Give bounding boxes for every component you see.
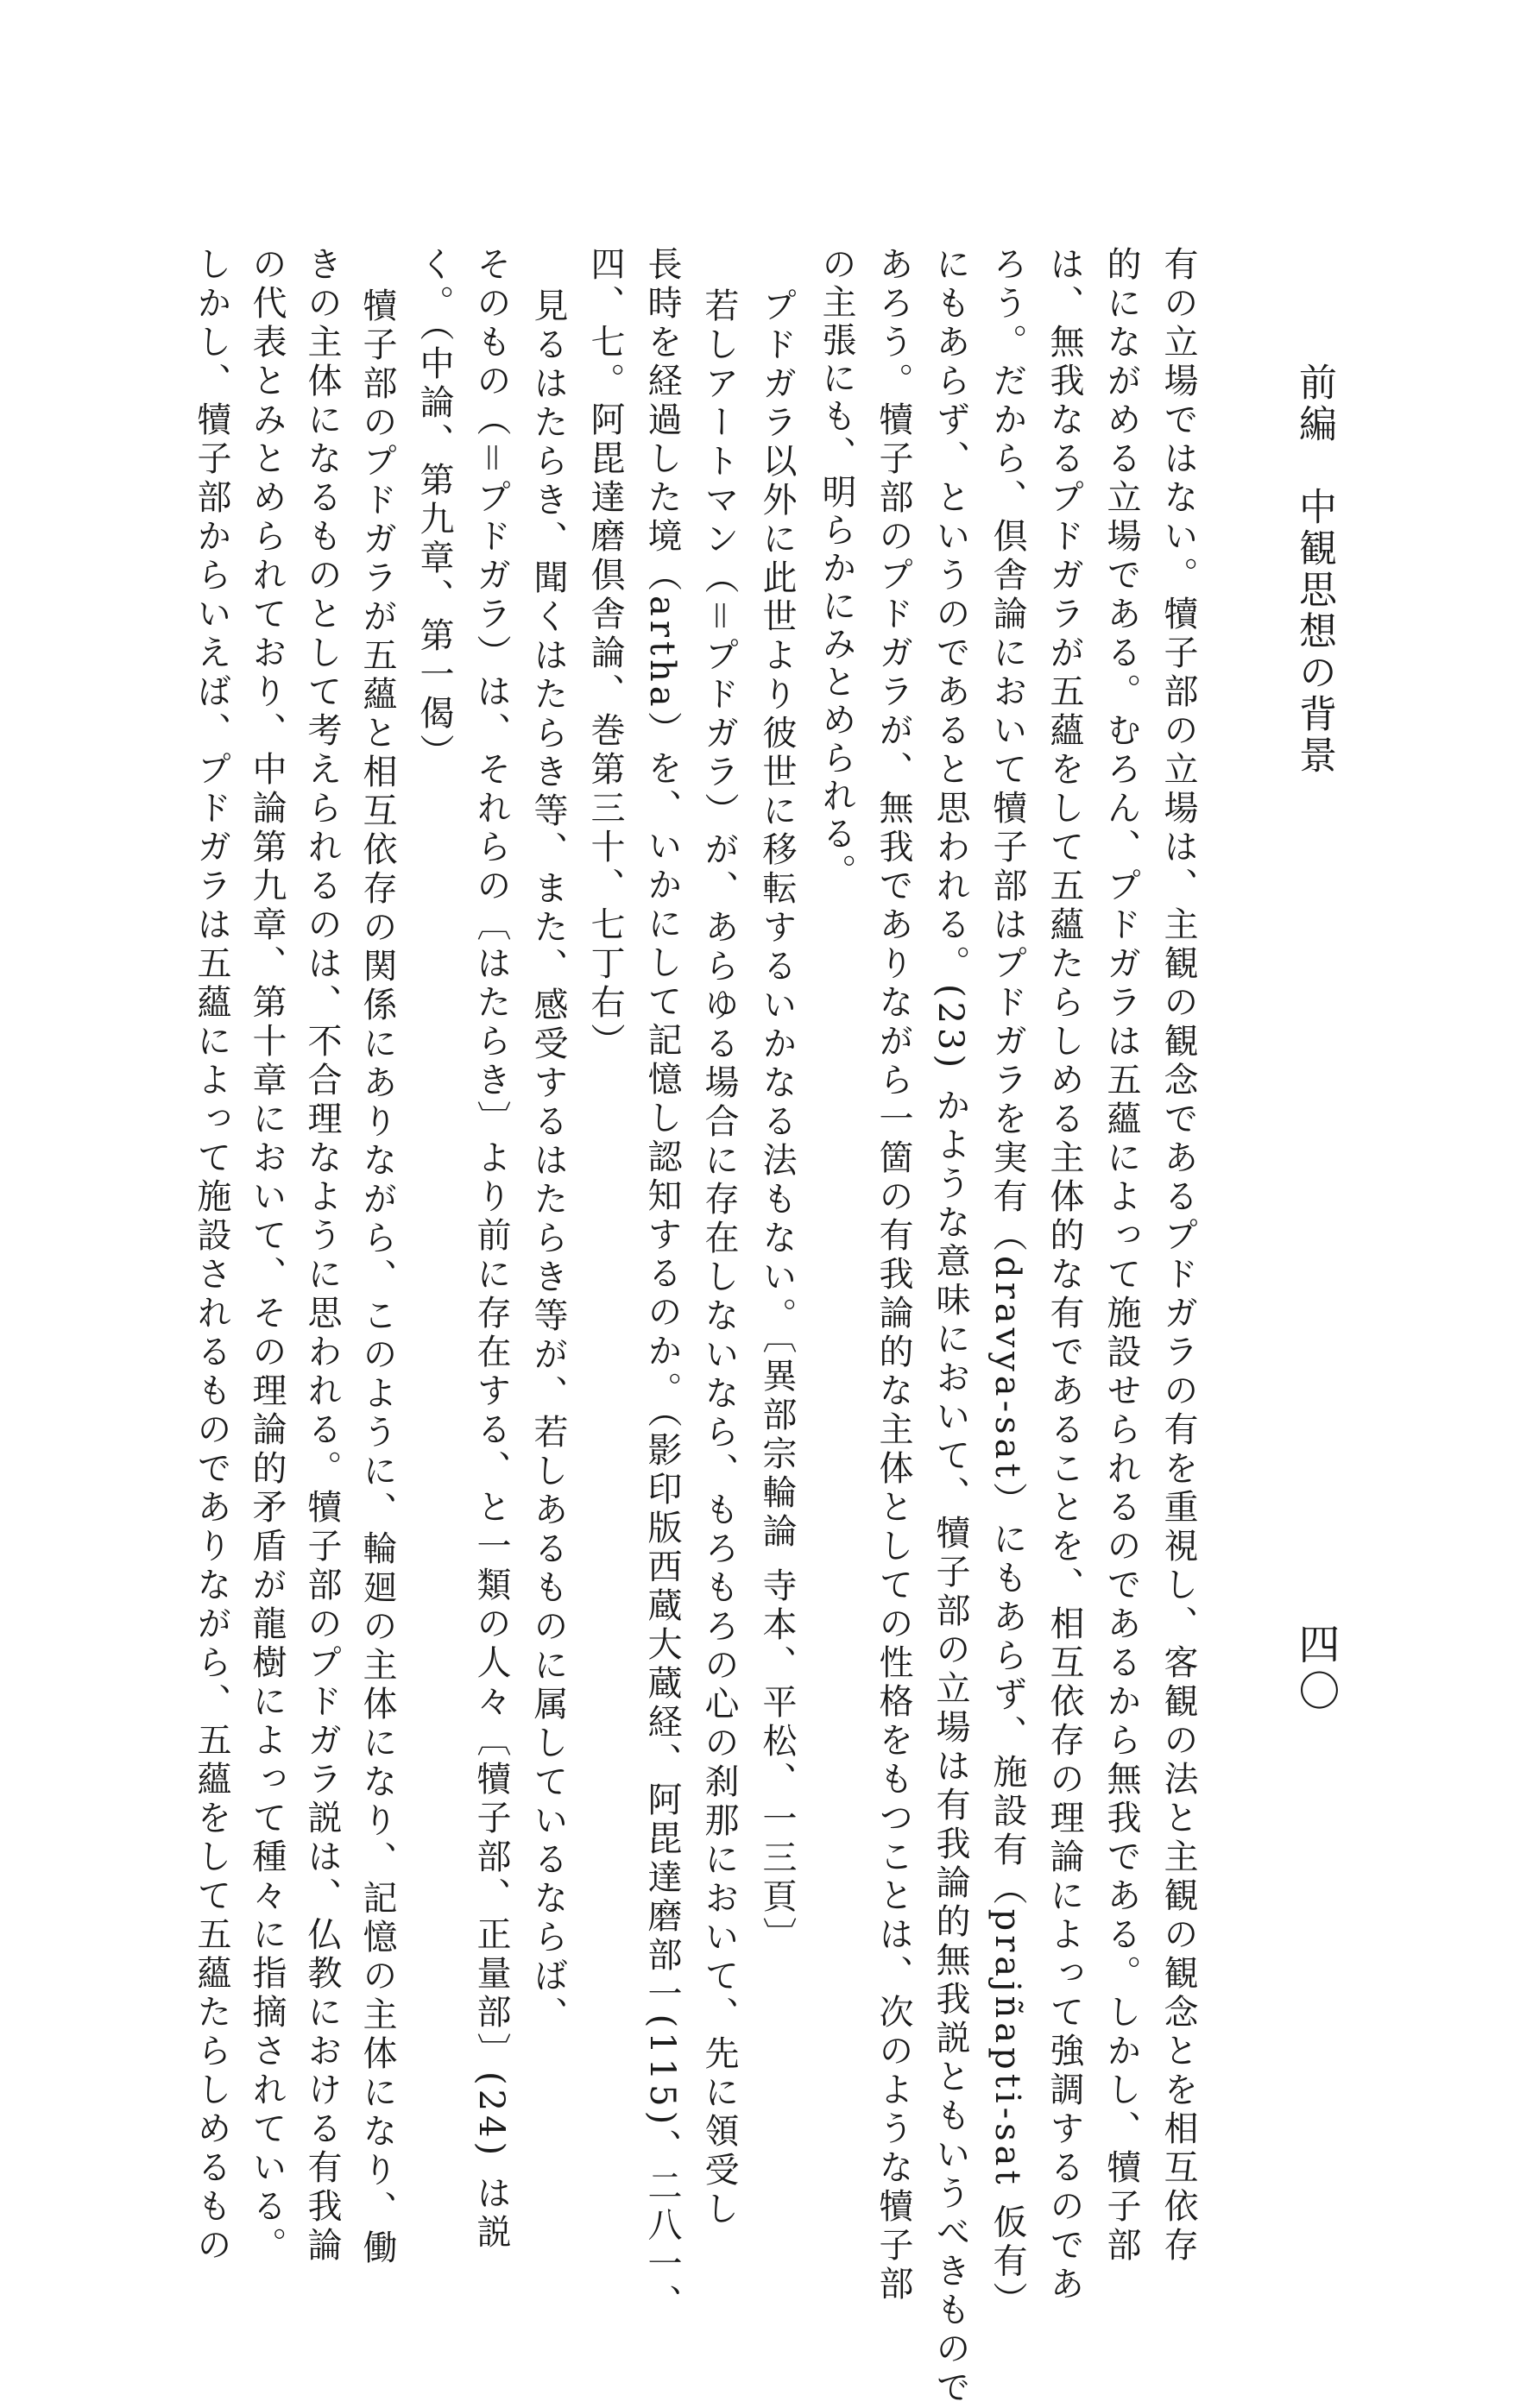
- page-number: 四〇: [1291, 1623, 1340, 1716]
- text-column: きの主体になるものとして考えられるのは、不合理なように思われる。犢子部のプドガラ説は、仏教における有我論: [302, 246, 342, 2266]
- quotation-line: 見るはたらき、聞くはたらき等、また、感受するはたらき等が、若しあるものに属しているならば、: [528, 287, 568, 2035]
- running-title: 前編 中観思想の背景: [1292, 362, 1336, 777]
- quotation-line: く。（中論、第九章、第一偈）: [414, 246, 454, 772]
- text-column: にもあらず、というのであると思われる。(23) かような意味において、犢子部の立場は有我論的無我説ともいうべきもので: [930, 246, 970, 2408]
- quotation-line: 若しアートマン（＝プドガラ）が、あらゆる場合に存在しないなら、もろもろの心の刹那において、先に領受し: [699, 287, 739, 2229]
- text-column: 的にながめる立場である。むろん、プドガラは五蘊によって施設せられるのであるから無我である。しかし、犢子部: [1101, 246, 1141, 2266]
- text-column: は、無我なるプドガラが五蘊をして五蘊たらしめる主体的な有であることを、相互依存の理論によって強調するのであ: [1044, 246, 1084, 2304]
- text-column: 有の立場ではない。犢子部の立場は、主観の観念であるプドガラの有を重視し、客観の法と主観の観念とを相互依存: [1158, 246, 1198, 2266]
- text-column: の主張にも、明らかにみとめられる。: [817, 246, 856, 892]
- text-column: の代表とみとめられており、中論第九章、第十章において、その理論的矛盾が龍樹によって種々に指摘されている。: [247, 246, 287, 2266]
- text-column: しかし、犢子部からいえば、プドガラは五蘊によって施設されるものでありながら、五蘊をして五蘊たらしめるもの: [192, 246, 231, 2266]
- body-text: [192, 246, 1208, 2408]
- text-column: ろう。だから、倶舎論において犢子部はプドガラを実有（dravya-sat）にもあらず、施設有（prajñapti-sat 仮有）: [987, 246, 1027, 2321]
- quotation-line: 四、七。阿毘達磨倶舎論、巻第三十、七丁右）: [585, 246, 625, 1062]
- quotation-line: プドガラ以外に此世より彼世に移転するいかなる法もない。〔異部宗輪論 寺本、平松、一三頁〕: [757, 287, 797, 1956]
- text-column: あろう。犢子部のプドガラが、無我でありながら一箇の有我論的な主体としての性格をもつことは、次のような犢子部: [874, 246, 913, 2304]
- text-column: 犢子部のプドガラが五蘊と相互依存の関係にありながら、このように、輪廻の主体になり、記憶の主体になり、働: [357, 287, 397, 2268]
- quotation-line: そのもの（＝プドガラ）は、それらの〔はたらき〕より前に存在する、と一類の人々〔犢子部、正量部〕(24) は説: [471, 246, 511, 2253]
- quotation-line: 長時を経過した境（artha）を、いかにして記憶し認知するのか。（影印版西蔵大蔵経、阿毘達磨部一(115)、二八一、: [642, 246, 682, 2323]
